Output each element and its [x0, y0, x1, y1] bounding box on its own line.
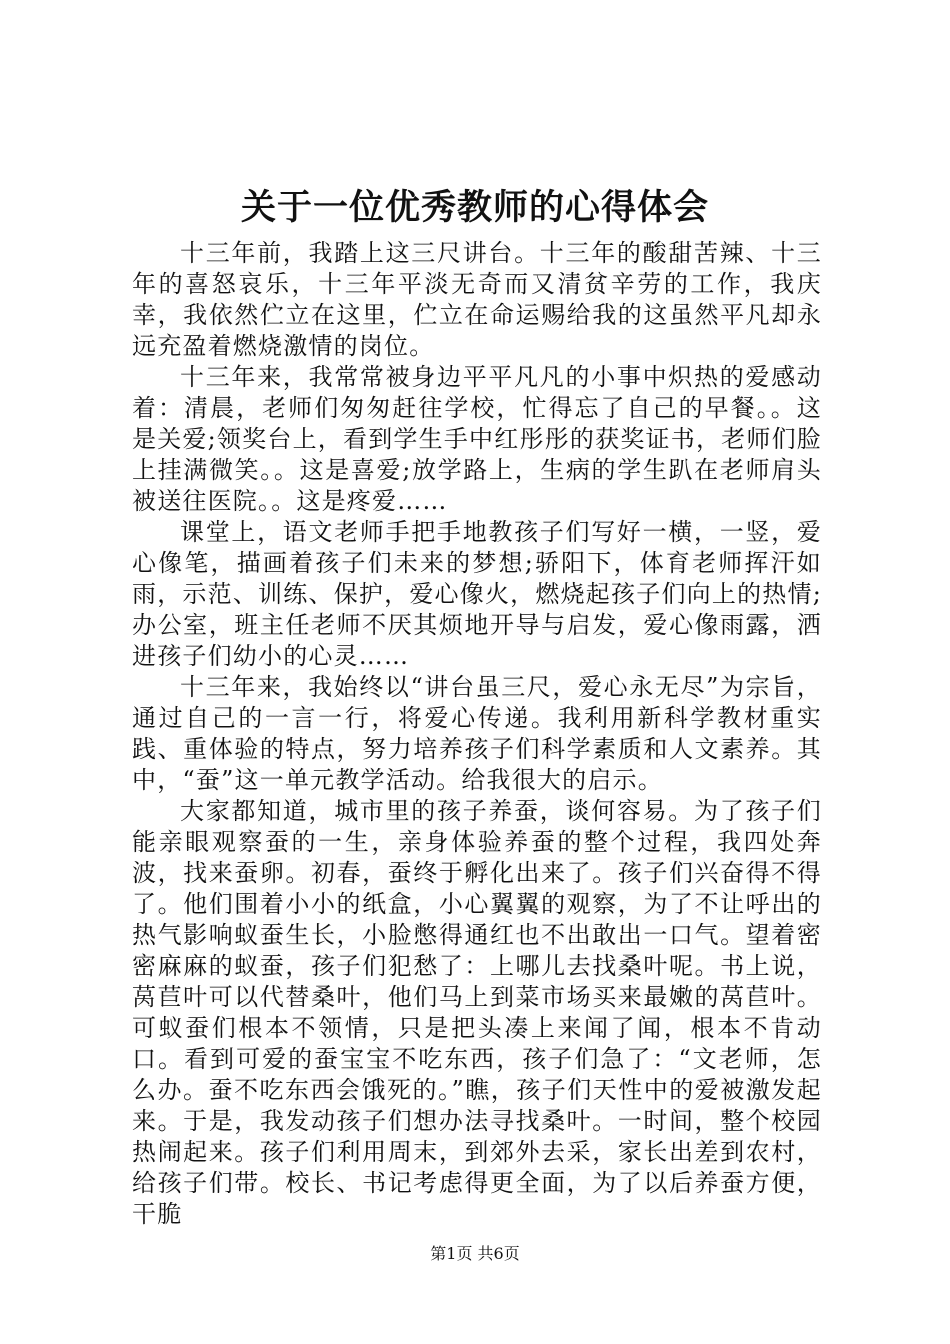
paragraph-2: 十三年来，我常常被身边平平凡凡的小事中炽热的爱感动着：清晨，老师们匆匆赶往学校，忙得忘了自己的早餐。。这是关爱;领奖台上，看到学生手中红彤彤的获奖证书，老师们脸上挂满微笑。。这是喜爱;放学路上，生病的学生趴在老师肩头被送往医院。。这是疼爱……: [132, 363, 822, 515]
document-title: 关于一位优秀教师的心得体会: [240, 187, 709, 228]
paragraph-3: 课堂上，语文老师手把手地教孩子们写好一横，一竖，爱心像笔，描画着孩子们未来的梦想;骄阳下，体育老师挥汗如雨，示范、训练、保护，爱心像火，燃烧起孩子们向上的热情;办公室，班主任老师不厌其烦地开导与启发，爱心像雨露，洒进孩子们幼小的心灵……: [132, 518, 822, 670]
document-body: [132, 238, 822, 1230]
paragraph-1: 十三年前，我踏上这三尺讲台。十三年的酸甜苦辣、十三年的喜怒哀乐，十三年平淡无奇而又清贫辛劳的工作，我庆幸，我依然伫立在这里，伫立在命运赐给我的这虽然平凡却永远充盈着燃烧激情的岗位。: [132, 239, 822, 360]
paragraph-5: 大家都知道，城市里的孩子养蚕，谈何容易。为了孩子们能亲眼观察蚕的一生，亲身体验养蚕的整个过程，我四处奔波，找来蚕卵。初春，蚕终于孵化出来了。孩子们兴奋得不得了。他们围着小小的纸盒，小心翼翼的观察，为了不让呼出的热气影响蚁蚕生长，小脸憋得通红也不出敢出一口气。望着密密麻麻的蚁蚕，孩子们犯愁了：上哪儿去找桑叶呢。书上说，莴苣叶可以代替桑叶，他们马上到菜市场买来最嫩的莴苣叶。可蚁蚕们根本不领情，只是把头凑上来闻了闻，根本不肯动口。看到可爱的蚕宝宝不吃东西，孩子们急了：“文老师，怎么办。蚕不吃东西会饿死的。”瞧，孩子们天性中的爱被激发起来。于是，我发动孩子们想办法寻找桑叶。一时间，整个校园热闹起来。孩子们利用周末，到郊外去采，家长出差到农村，给孩子们带。校长、书记考虑得更全面，为了以后养蚕方便，干脆: [132, 797, 822, 1228]
page-number-footer: 第1页 共6页: [430, 1244, 520, 1263]
paragraph-4: 十三年来，我始终以“讲台虽三尺，爱心永无尽”为宗旨，通过自己的一言一行，将爱心传递。我利用新科学教材重实践、重体验的特点，努力培养孩子们科学素质和人文素养。其中，“蚕”这一单元教学活动。给我很大的启示。: [132, 673, 822, 794]
